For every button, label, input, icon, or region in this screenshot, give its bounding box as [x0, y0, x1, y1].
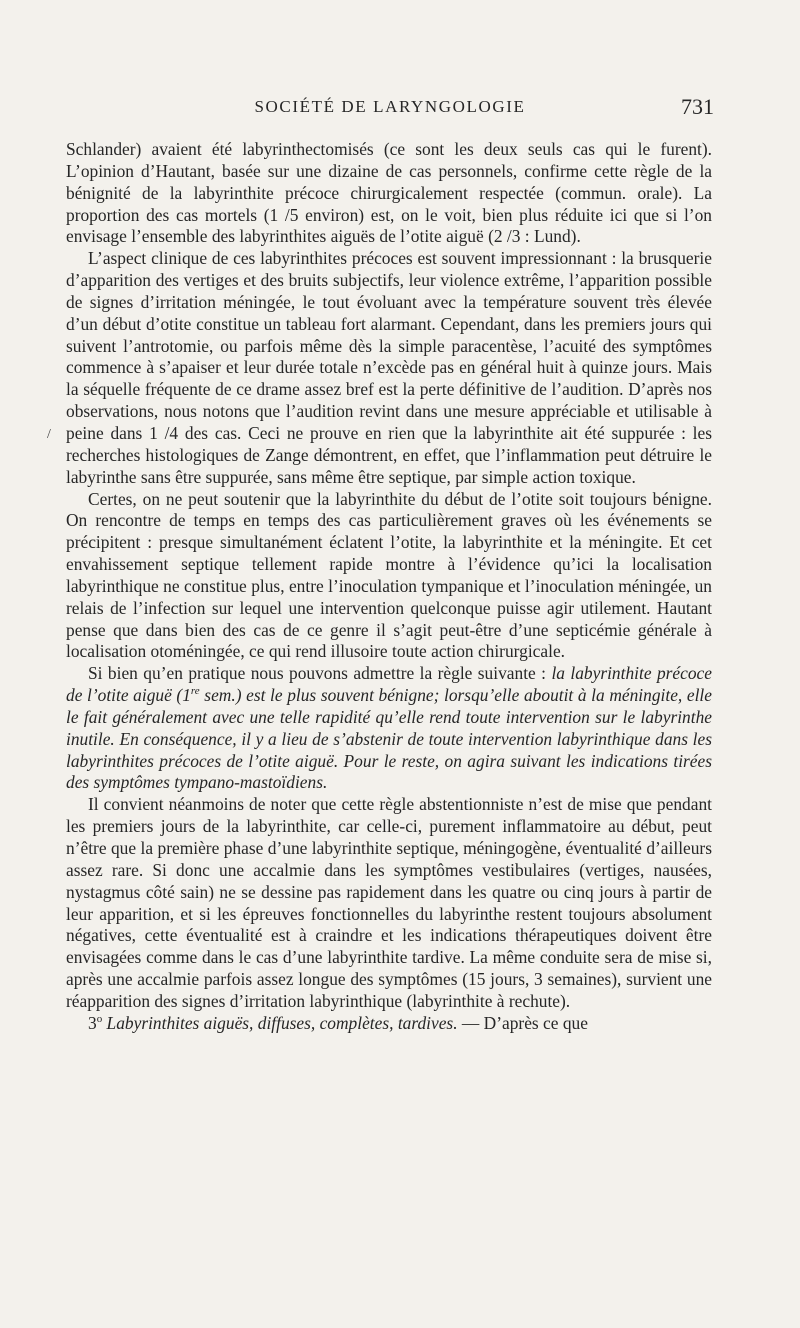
paragraph-4-rule-a: la labyrinthite précoce de l’otite aiguë (1 — [66, 663, 712, 706]
paragraph-6-text: — D’après ce que — [457, 1012, 588, 1033]
section-number: 3 — [88, 1012, 97, 1033]
page-header — [66, 94, 714, 124]
body-text — [66, 139, 712, 1035]
paragraph-4-rule-b: sem.) est le plus souvent bénigne; lorsqu’elle aboutit à la méningite, elle le fait généralement avec une telle rapidité qu’elle rend toute intervention sur le labyrinthe inutile. En conséquence, il y a lieu de s’abstenir de toute intervention labyrinthique dans les labyrinthites précoces de l’otite aiguë. Pour le reste, on agira suivant les indications tirées des symptômes tympano-mastoïdiens. — [66, 685, 712, 793]
paragraph-4-intro: Si bien qu’en pratique nous pouvons admettre la règle suivante : — [88, 663, 552, 684]
page-number: 731 — [681, 94, 714, 119]
section-heading: Labyrinthites aiguës, diffuses, complètes, tardives. — [102, 1012, 458, 1033]
paragraph-6 — [66, 1013, 712, 1035]
paragraph-5: Il convient néanmoins de noter que cette règle abstentionniste n’est de mise que pendant les premiers jours de la labyrinthite, car celle-ci, purement inflammatoire au début, peut n’être que la première phase d’une labyrinthite septique, méningogène, éventualité d’ailleurs assez rare. Si donc une accalmie dans les symptômes vestibulaires (vertiges, nausées, nystagmus côté sain) ne se dessine pas rapidement dans les quatre ou cinq jours à partir de leur apparition, et si les épreuves fonctionnelles du labyrinthe restent toujours absolument négatives, cette éventualité est à craindre et les indications thérapeutiques doivent être envisagées comme dans le cas d’une labyrinthite tardive. La même conduite sera de mise si, après une accalmie parfois assez longue des symptômes (15 jours, 3 semaines), survient une réapparition des signes d’irritation labyrinthique (labyrinthite à rechute). — [66, 794, 712, 1011]
paragraph-4-superscript: re — [190, 685, 200, 698]
paragraph-2: L’aspect clinique de ces labyrinthites précoces est souvent impressionnant : la brusquerie d’apparition des vertiges et des bruits subjectifs, leur violence extrême, l’apparition possible de signes d’irritation méningée, le tout évoluant avec la température souvent très élevée d’un début d’otite constitue un tableau fort alarmant. Cependant, dans les premiers jours qui suivent l’antrotomie, ou parfois même dès la simple paracentèse, l’acuité des symptômes commence à s’apaiser et leur durée totale n’excède pas en général huit à quinze jours. Mais la séquelle fréquente de ce drame assez bref est la perte définitive de l’audition. D’après nos observations, nous notons que l’audition revint dans une mesure appréciable et utilisable à peine dans 1 /4 des cas. Ceci ne prouve en rien que la labyrinthite ait été suppurée : les recherches histologiques de Zange démontrent, en effet, que l’inflammation peut détruire le labyrinthe sans être suppurée, sans même être septique, par simple action toxique. — [66, 248, 712, 487]
running-head: SOCIÉTÉ DE LARYNGOLOGIE — [254, 97, 526, 116]
paragraph-4 — [66, 663, 712, 794]
margin-pencil-mark: / — [47, 427, 51, 442]
paragraph-1: Schlander) avaient été labyrinthectomisés (ce sont les deux seuls cas qui le furent). L’opinion d’Hautant, basée sur une dizaine de cas personnels, confirme cette règle de la bénignité de la labyrinthite précoce chirurgicalement respectée (commun. orale). La proportion des cas mortels (1 /5 environ) est, on le voit, bien plus réduite ici que si l’on envisage l’ensemble des labyrinthites aiguës de l’otite aiguë (2 /3 : Lund). — [66, 139, 712, 247]
section-number-superscript: o — [96, 1012, 103, 1025]
paragraph-3: Certes, on ne peut soutenir que la labyrinthite du début de l’otite soit toujours bénigne. On rencontre de temps en temps des cas particulièrement graves où les événements se précipitent : presque simultanément éclatent l’otite, la labyrinthite et la méningite. Et cet envahissement septique tellement rapide montre à l’évidence qu’ici la localisation labyrinthique ne constitue plus, entre l’inoculation tympanique et l’inoculation méningée, un relais de l’infection sur lequel une intervention quelconque puisse agir utilement. Hautant pense que dans bien des cas de ce genre il s’agit peut-être d’une septicémie générale à localisation otoméningée, ce qui rend illusoire toute action chirurgicale. — [66, 488, 712, 662]
